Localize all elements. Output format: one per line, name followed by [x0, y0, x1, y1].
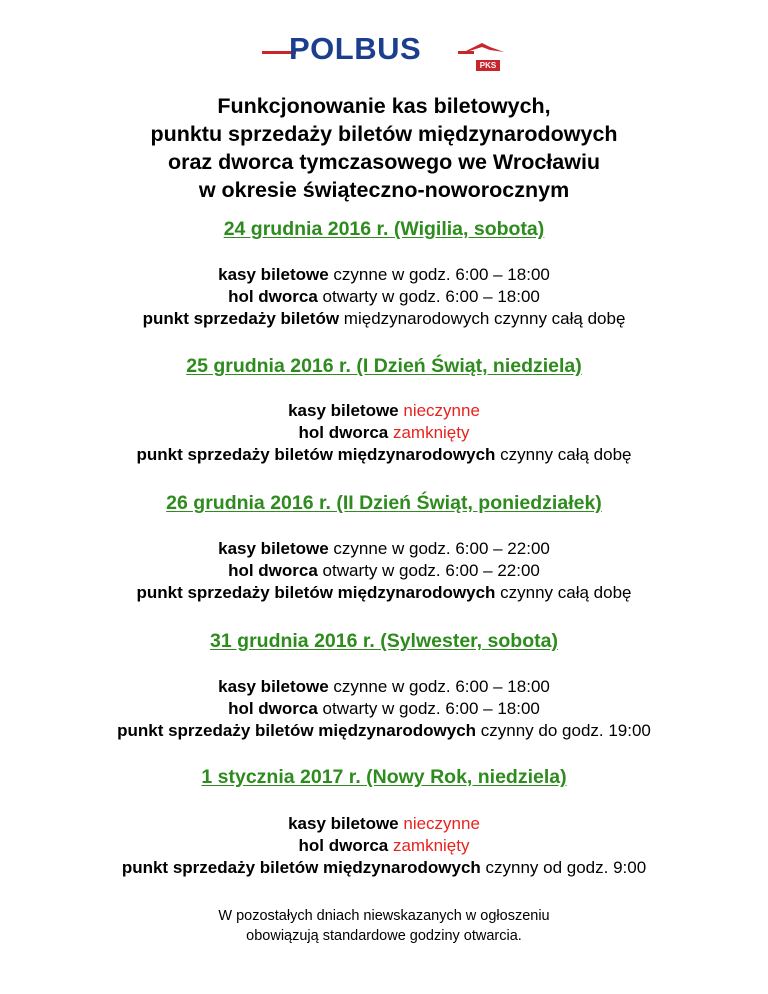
- row-value: czynne w godz. 6:00 – 18:00: [328, 265, 550, 284]
- row-value-closed: nieczynne: [398, 814, 480, 833]
- row-value: międzynarodowych czynny całą dobę: [339, 309, 626, 328]
- schedule-row: [0, 400, 768, 422]
- page-title: [0, 92, 768, 204]
- section-body-jan1: [0, 813, 768, 879]
- polbus-logo: [262, 30, 512, 76]
- row-label: kasy biletowe: [218, 539, 329, 558]
- logo-pks-badge: PKS: [476, 60, 500, 71]
- row-value: czynny całą dobę: [495, 583, 632, 602]
- schedule-row: [0, 308, 768, 330]
- logo-wing-icon: [460, 41, 504, 55]
- footer-line: obowiązują standardowe godziny otwarcia.: [246, 928, 522, 944]
- row-label: punkt sprzedaży biletów międzynarodowych: [136, 583, 496, 602]
- schedule-row: [0, 422, 768, 444]
- schedule-row: [0, 857, 768, 879]
- footer-note: [0, 906, 768, 946]
- title-line: w okresie świąteczno-noworocznym: [198, 178, 570, 202]
- section-body-dec24: [0, 264, 768, 330]
- row-value: otwarty w godz. 6:00 – 18:00: [317, 287, 540, 306]
- schedule-row: [0, 676, 768, 698]
- row-value: czynny do godz. 19:00: [476, 721, 651, 740]
- schedule-row: [0, 813, 768, 835]
- row-label: kasy biletowe: [218, 677, 329, 696]
- schedule-row: [0, 698, 768, 720]
- footer-line: W pozostałych dniach niewskazanych w ogłoszeniu: [218, 908, 550, 924]
- schedule-row: [0, 835, 768, 857]
- schedule-row: [0, 538, 768, 560]
- schedule-row: [0, 286, 768, 308]
- row-value: otwarty w godz. 6:00 – 22:00: [317, 561, 540, 580]
- row-label: kasy biletowe: [218, 265, 329, 284]
- row-label: hol dworca: [228, 287, 318, 306]
- row-value-closed: zamknięty: [388, 423, 470, 442]
- schedule-row: [0, 444, 768, 466]
- row-label: punkt sprzedaży biletów międzynarodowych: [121, 858, 481, 877]
- row-value: czynny od godz. 9:00: [480, 858, 647, 877]
- section-heading-dec24: 24 grudnia 2016 r. (Wigilia, sobota): [223, 218, 545, 240]
- section-heading-dec31: 31 grudnia 2016 r. (Sylwester, sobota): [210, 630, 558, 652]
- section-body-dec26: [0, 538, 768, 604]
- row-label: kasy biletowe: [288, 401, 399, 420]
- section-heading-dec25: 25 grudnia 2016 r. (I Dzień Świąt, niedziela): [186, 355, 582, 377]
- title-line: punktu sprzedaży biletów międzynarodowych: [150, 122, 618, 146]
- row-label: punkt sprzedaży biletów międzynarodowych: [136, 445, 496, 464]
- schedule-row: [0, 264, 768, 286]
- row-label: punkt sprzedaży biletów: [142, 309, 340, 328]
- row-value-closed: zamknięty: [388, 836, 470, 855]
- row-label: hol dworca: [298, 423, 389, 442]
- title-line: oraz dworca tymczasowego we Wrocławiu: [167, 150, 601, 174]
- section-body-dec25: [0, 400, 768, 466]
- row-value: otwarty w godz. 6:00 – 18:00: [317, 699, 540, 718]
- row-label: hol dworca: [228, 699, 318, 718]
- row-value: czynne w godz. 6:00 – 22:00: [328, 539, 550, 558]
- row-label: punkt sprzedaży biletów międzynarodowych: [117, 721, 477, 740]
- row-value: czynne w godz. 6:00 – 18:00: [328, 677, 550, 696]
- row-value: czynny całą dobę: [495, 445, 632, 464]
- section-heading-jan1: 1 stycznia 2017 r. (Nowy Rok, niedziela): [201, 766, 567, 788]
- logo-wordmark: POLBUS: [289, 31, 422, 66]
- schedule-row: [0, 720, 768, 742]
- row-label: hol dworca: [298, 836, 389, 855]
- row-value-closed: nieczynne: [398, 401, 480, 420]
- schedule-row: [0, 560, 768, 582]
- row-label: hol dworca: [228, 561, 318, 580]
- title-line: Funkcjonowanie kas biletowych,: [217, 94, 551, 118]
- schedule-row: [0, 582, 768, 604]
- row-label: kasy biletowe: [288, 814, 399, 833]
- section-body-dec31: [0, 676, 768, 742]
- section-heading-dec26: 26 grudnia 2016 r. (II Dzień Świąt, poniedziałek): [166, 492, 602, 514]
